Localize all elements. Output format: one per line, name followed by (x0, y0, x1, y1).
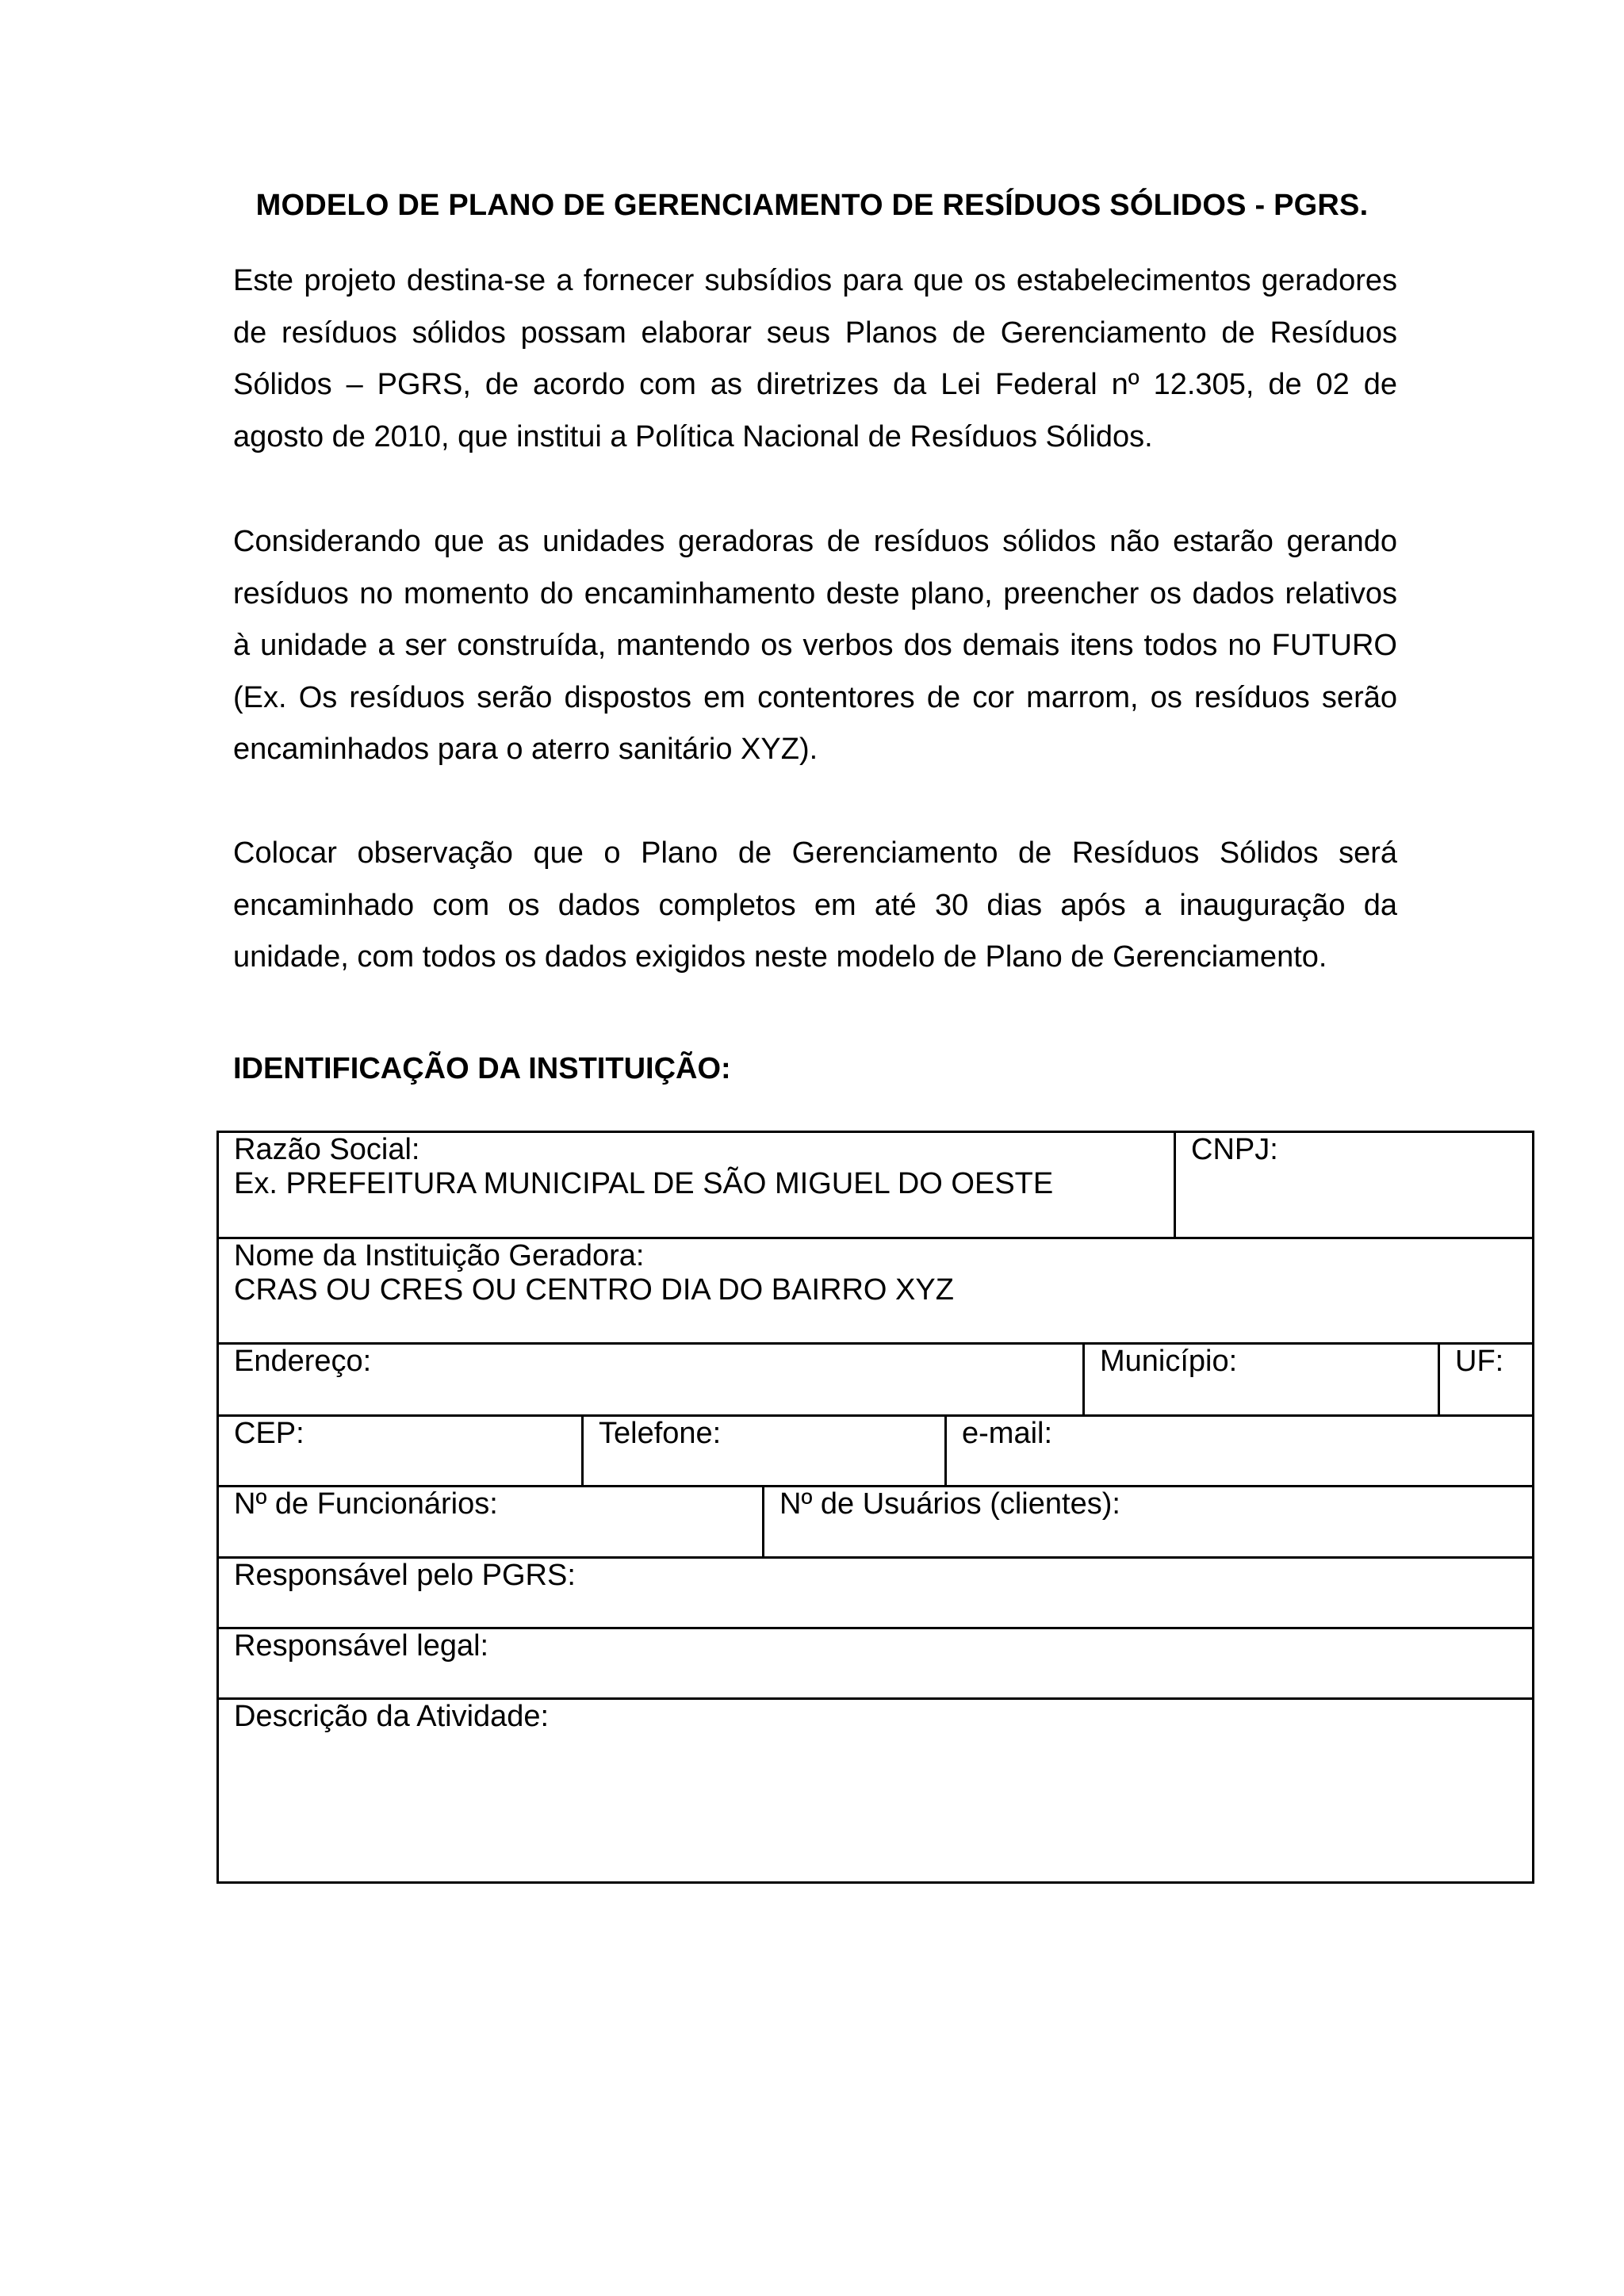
form-row-contato (219, 1417, 1532, 1487)
form-row-responsavel-pgrs (219, 1559, 1532, 1629)
razao-social-value: Ex. PREFEITURA MUNICIPAL DE SÃO MIGUEL DO OESTE (234, 1167, 1054, 1200)
form-row-razao-social (219, 1133, 1532, 1239)
razao-social-field[interactable] (219, 1133, 1174, 1237)
cnpj-field[interactable] (1174, 1133, 1532, 1237)
document-title: MODELO DE PLANO DE GERENCIAMENTO DE RESÍDUOS SÓLIDOS - PGRS. (255, 189, 1369, 222)
form-row-responsavel-legal (219, 1629, 1532, 1700)
form-row-endereco (219, 1345, 1532, 1417)
instituicao-label: Nome da Instituição Geradora: (234, 1239, 645, 1272)
cep-label: CEP: (234, 1417, 304, 1450)
descricao-field[interactable] (219, 1700, 1532, 1881)
razao-social-label: Razão Social: (234, 1133, 420, 1166)
instruction-paragraph: Considerando que as unidades geradoras de resíduos sólidos não estarão gerando resíduos no momento do encaminhamento deste plano, preencher os dados relativos à unidade a ser construída, mantendo os verbos dos demais itens todos no FUTURO (Ex. Os resíduos serão dispostos em contentores de cor marrom, os resíduos serão encaminhados para o aterro sanitário XYZ). (233, 525, 1397, 766)
cep-field[interactable] (219, 1417, 581, 1485)
responsavel-legal-field[interactable] (219, 1629, 1532, 1697)
telefone-label: Telefone: (599, 1417, 722, 1450)
email-label: e-mail: (962, 1417, 1053, 1450)
identification-form (216, 1131, 1534, 1884)
form-row-quantidades (219, 1487, 1532, 1559)
instituicao-field[interactable] (219, 1239, 1532, 1342)
cnpj-label: CNPJ: (1191, 1133, 1278, 1166)
intro-paragraph: Este projeto destina-se a fornecer subsídios para que os estabelecimentos geradores de resíduos sólidos possam elaborar seus Planos de Gerenciamento de Resíduos Sólidos – PGRS, de acordo com as diretrizes da Lei Federal nº 12.305, de 02 de agosto de 2010, que institui a Política Nacional de Resíduos Sólidos. (233, 264, 1397, 453)
form-row-instituicao (219, 1239, 1532, 1345)
responsavel-pgrs-field[interactable] (219, 1559, 1532, 1627)
uf-label: UF: (1455, 1345, 1504, 1378)
email-field[interactable] (944, 1417, 1532, 1485)
descricao-label: Descrição da Atividade: (234, 1700, 550, 1733)
telefone-field[interactable] (581, 1417, 944, 1485)
municipio-field[interactable] (1082, 1345, 1438, 1414)
responsavel-pgrs-label: Responsável pelo PGRS: (234, 1559, 576, 1592)
usuarios-label: Nº de Usuários (clientes): (779, 1487, 1120, 1521)
responsavel-legal-label: Responsável legal: (234, 1629, 489, 1663)
funcionarios-field[interactable] (219, 1487, 762, 1556)
endereco-label: Endereço: (234, 1345, 372, 1378)
funcionarios-label: Nº de Funcionários: (234, 1487, 498, 1521)
uf-field[interactable] (1438, 1345, 1532, 1414)
form-row-descricao (219, 1700, 1532, 1881)
usuarios-field[interactable] (762, 1487, 1532, 1556)
municipio-label: Município: (1100, 1345, 1238, 1378)
section-heading-identificacao: IDENTIFICAÇÃO DA INSTITUIÇÃO: (233, 1052, 731, 1085)
endereco-field[interactable] (219, 1345, 1082, 1414)
instituicao-value: CRAS OU CRES OU CENTRO DIA DO BAIRRO XYZ (234, 1273, 954, 1307)
observation-paragraph: Colocar observação que o Plano de Gerenciamento de Resíduos Sólidos será encaminhado com os dados completos em até 30 dias após a inauguração da unidade, com todos os dados exigidos neste modelo de Plano de Gerenciamento. (233, 836, 1397, 974)
